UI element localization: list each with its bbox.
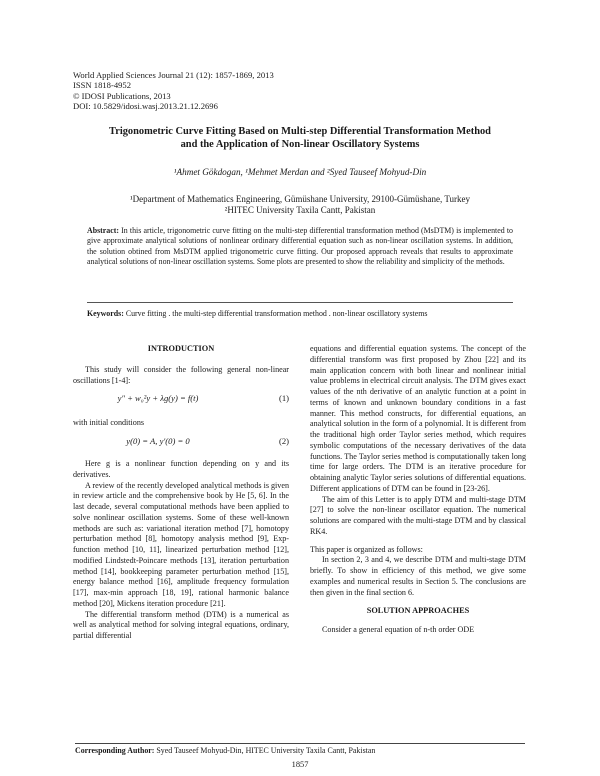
title-line-1: Trigonometric Curve Fitting Based on Multi-step Differential Transformation Method	[109, 126, 491, 137]
journal-citation: World Applied Sciences Journal 21 (12): 1857-1869, 2013	[73, 70, 274, 80]
section-heading-introduction: INTRODUCTION	[147, 344, 215, 353]
paragraph: Here g is a nonlinear function depending on y and its derivatives.	[73, 459, 289, 479]
paragraph: The aim of this Letter is to apply DTM and multi-stage DTM [27] to solve the non-linear oscillator equation. The numerical solutions are compared with the multi-stage DTM and by classical RK4.	[310, 494, 526, 536]
equation-1	[73, 386, 289, 412]
equation-2-expression: y(0) = A, y′(0) = 0	[126, 436, 190, 446]
left-column	[73, 344, 289, 642]
abstract-label: Abstract:	[87, 226, 119, 235]
paragraph: Consider a general equation of n-th order ODE	[322, 625, 475, 634]
page-number: 1857	[291, 760, 309, 769]
paragraph: The differential transform method (DTM) is a numerical as well as analytical method for solving integral equations, ordinary, partial differential	[73, 609, 289, 640]
paragraph: In section 2, 3 and 4, we describe DTM and multi-stage DTM briefly. To show in efficiency of this method, we give some examples and numerical results in Section 5. The conclusions are then given in the final section 6.	[310, 555, 526, 597]
doi: DOI: 10.5829/idosi.wasj.2013.21.12.2696	[73, 101, 218, 112]
authors: ¹Ahmet Gökdogan, ¹Mehmet Merdan and ²Syed Tauseef Mohyud-Din	[173, 167, 427, 177]
abstract	[87, 226, 513, 267]
footer-divider	[75, 743, 525, 744]
paragraph: equations and differential equation systems. The concept of the differential transform was first proposed by Zhou [22] and its main application concern with both linear and nonlinear initial value problems in electrical circuit analysis. The DTM gives exact values of the nth derivative of an analytic function at a point in terms of known and unknown boundary conditions in a fast manner. This method constructs, for differential equations, an analytical solution in the form of a polynomial. It is different from the traditional high order Taylor series method, which requires symbolic computations of the necessary derivatives of the data functions. The Taylor series method is computationally taken long time for large orders. The DTM is an iterative procedure for obtaining analytic Taylor series solutions of differential equations. Different applications of DTM can be found in [23-26].	[310, 344, 526, 493]
keywords-label: Keywords:	[87, 309, 124, 318]
right-column	[310, 344, 526, 636]
abstract-text: In this article, trigonometric curve fitting on the multi-step differential transformation method (MsDTM) is implemented to give approximate analytical solutions of nonlinear ordinary differential equation such as non-linear oscillation systems. In addition, the solution obtined from MsDTM applied trigonometric curve fitting. Our proposed approach reveals that results to approximate analytical solutions of non-linear oscillation systems. Some plots are presented to show the reliability and simplicity of the methods.	[87, 226, 513, 266]
equation-2-number: (2)	[278, 436, 289, 446]
affiliation-2: ²HITEC University Taxila Cantt, Pakistan	[224, 205, 376, 215]
paragraph: This paper is organized as follows:	[310, 544, 423, 554]
keywords-text: Curve fitting . the multi-step differential transformation method . non-linear oscillatory systems	[125, 309, 428, 318]
title-line-2: and the Application of Non-linear Oscillatory Systems	[180, 139, 420, 150]
paragraph: with initial conditions	[73, 418, 145, 428]
paragraph: A review of the recently developed analytical methods is given in review article and the comprehensive book by He [5, 6]. In the last decade, several computational methods have been applied to solve nonlinear oscillation systems. Some of these well-known methods are such as: variational iteration method [7], homotopy perturbation method [8], homotopy analysis method [9], Exp-function method [10, 11], linearized perturbation method [12], modified Lindstedt-Poincare methods [13], iteration perturbation method [14], bookkeeping parameter perturbation method [15], energy balance method [16], amplitude frequency formulation [17], max-min approach [18, 19], rational harmonic balance method [20], Mickens iteration procedure [21].	[73, 480, 289, 608]
abstract-divider	[87, 302, 513, 303]
section-heading-solution-approaches: SOLUTION APPROACHES	[366, 606, 470, 616]
equation-1-expression: y″ + w₀²y + λg(y) = f(t)	[117, 393, 199, 404]
corresponding-author-label: Corresponding Author:	[75, 746, 155, 755]
equation-2	[73, 429, 289, 455]
issn: ISSN 1818-4952	[73, 80, 132, 91]
affiliation-1: ¹Department of Mathematics Engineering, Gümüshane University, 29100-Gümüshane, Turkey	[129, 194, 471, 204]
copyright: © IDOSI Publications, 2013	[73, 90, 171, 101]
journal-header	[73, 70, 274, 112]
affiliations	[60, 194, 540, 216]
equation-1-number: (1)	[278, 393, 289, 404]
paragraph: This study will consider the following general non-linear oscillations [1-4]:	[73, 364, 289, 385]
keywords	[87, 309, 513, 319]
corresponding-author-text: Syed Tauseef Mohyud-Din, HITEC University Taxila Cantt, Pakistan	[156, 746, 376, 755]
corresponding-author	[75, 746, 375, 755]
paper-title	[60, 125, 540, 151]
